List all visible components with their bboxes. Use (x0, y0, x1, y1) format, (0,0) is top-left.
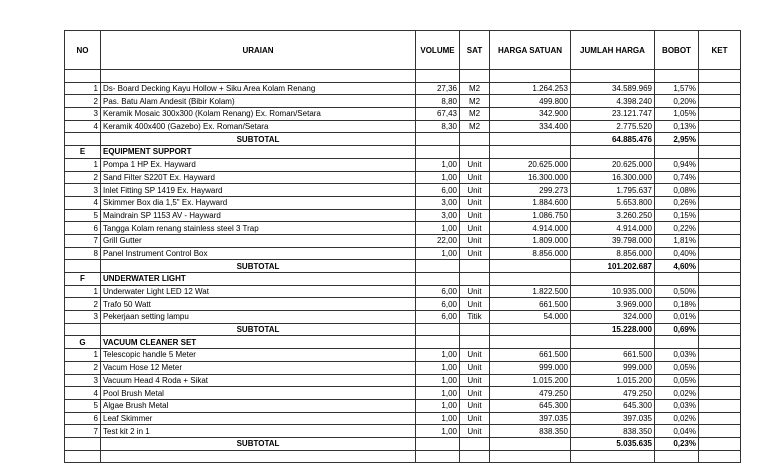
cell-sat: Unit (460, 222, 490, 235)
cell-desc: Vacum Hose 12 Meter (101, 361, 416, 374)
empty-cell (490, 273, 571, 286)
empty-cell (101, 450, 416, 463)
cell-desc: Leaf Skimmer (101, 412, 416, 425)
empty-cell (490, 260, 571, 273)
cell-jumlah: 5.653.800 (571, 196, 655, 209)
cell-bobot: 0,05% (655, 374, 699, 387)
cell-vol: 1,00 (416, 158, 460, 171)
cell-ket (699, 247, 741, 260)
subtotal-jumlah: 15.228.000 (571, 323, 655, 336)
empty-cell (699, 133, 741, 146)
cell-harga: 479.250 (490, 387, 571, 400)
cell-vol: 1,00 (416, 222, 460, 235)
cell-bobot: 0,08% (655, 184, 699, 197)
cell-harga: 397.035 (490, 412, 571, 425)
empty-cell (699, 273, 741, 286)
empty-cell (416, 260, 460, 273)
cell-vol: 1,00 (416, 387, 460, 400)
cell-no: 7 (65, 234, 101, 247)
cell-jumlah: 397.035 (571, 412, 655, 425)
cell-vol: 1,00 (416, 349, 460, 362)
cell-harga: 645.300 (490, 399, 571, 412)
cell-sat: Unit (460, 298, 490, 311)
cell-no: 7 (65, 425, 101, 438)
empty-cell (416, 273, 460, 286)
empty-cell (416, 146, 460, 159)
cell-vol: 6,00 (416, 285, 460, 298)
cell-harga: 499.800 (490, 95, 571, 108)
subtotal-jumlah: 5.035.635 (571, 437, 655, 450)
cell-no: 5 (65, 399, 101, 412)
cell-harga: 999.000 (490, 361, 571, 374)
empty-cell (460, 133, 490, 146)
empty-cell (65, 437, 101, 450)
empty-cell (416, 437, 460, 450)
empty-cell (655, 450, 699, 463)
empty-cell (490, 133, 571, 146)
section-header-row (65, 336, 741, 349)
cell-bobot: 0,22% (655, 222, 699, 235)
empty-cell (490, 146, 571, 159)
subtotal-jumlah: 101.202.687 (571, 260, 655, 273)
cell-sat: Unit (460, 158, 490, 171)
empty-cell (699, 323, 741, 336)
subtotal-bobot: 0,23% (655, 437, 699, 450)
table-row (65, 285, 741, 298)
subtotal-label: SUBTOTAL (101, 133, 416, 146)
cell-desc: Algae Brush Metal (101, 399, 416, 412)
cell-no: 1 (65, 158, 101, 171)
cell-bobot: 0,02% (655, 387, 699, 400)
table-row (65, 311, 741, 324)
cell-jumlah: 661.500 (571, 349, 655, 362)
cell-harga: 1.015.200 (490, 374, 571, 387)
subtotal-label: SUBTOTAL (101, 260, 416, 273)
cell-desc: Keramik Mosaic 300x300 (Kolam Renang) Ex. Roman/Setara (101, 108, 416, 121)
cell-no: 3 (65, 311, 101, 324)
empty-cell (460, 323, 490, 336)
cell-vol: 1,00 (416, 425, 460, 438)
cell-ket (699, 425, 741, 438)
cell-ket (699, 399, 741, 412)
subtotal-bobot: 2,95% (655, 133, 699, 146)
cell-jumlah: 39.798.000 (571, 234, 655, 247)
cell-no: 3 (65, 184, 101, 197)
cell-sat: Unit (460, 349, 490, 362)
cell-no: 2 (65, 298, 101, 311)
cell-bobot: 0,26% (655, 196, 699, 209)
subtotal-row (65, 437, 741, 450)
cell-sat: Unit (460, 196, 490, 209)
empty-cell (490, 336, 571, 349)
cell-bobot: 0,03% (655, 399, 699, 412)
subtotal-row (65, 260, 741, 273)
cell-sat: Unit (460, 184, 490, 197)
table-row (65, 234, 741, 247)
section-header-row (65, 146, 741, 159)
cell-bobot: 0,02% (655, 412, 699, 425)
cell-jumlah: 2.775.520 (571, 120, 655, 133)
empty-cell (416, 450, 460, 463)
empty-cell (699, 336, 741, 349)
cell-no: 4 (65, 196, 101, 209)
cell-desc: Inlet Fitting SP 1419 Ex. Hayward (101, 184, 416, 197)
cell-ket (699, 412, 741, 425)
cell-bobot: 1,81% (655, 234, 699, 247)
cell-ket (699, 171, 741, 184)
cell-no: 1 (65, 285, 101, 298)
cell-vol: 3,00 (416, 196, 460, 209)
cell-desc: Vacuum Head 4 Roda + Sikat (101, 374, 416, 387)
cell-sat: M2 (460, 108, 490, 121)
cell-no: 5 (65, 209, 101, 222)
cell-ket (699, 82, 741, 95)
cell-harga: 838.350 (490, 425, 571, 438)
cell-jumlah: 4.914.000 (571, 222, 655, 235)
cell-ket (699, 298, 741, 311)
empty-cell (460, 260, 490, 273)
cell-vol: 6,00 (416, 184, 460, 197)
cell-bobot: 1,57% (655, 82, 699, 95)
header-bobot: BOBOT (655, 31, 699, 70)
table-row (65, 222, 741, 235)
table-row (65, 184, 741, 197)
cell-desc: Underwater Light LED 12 Wat (101, 285, 416, 298)
cell-no: 4 (65, 120, 101, 133)
empty-cell (65, 323, 101, 336)
cell-jumlah: 34.589.969 (571, 82, 655, 95)
section-letter: G (65, 336, 101, 349)
cell-jumlah: 8.856.000 (571, 247, 655, 260)
table-row (65, 298, 741, 311)
cell-bobot: 0,13% (655, 120, 699, 133)
cell-desc: Skimmer Box dia 1,5" Ex. Hayward (101, 196, 416, 209)
cell-bobot: 0,50% (655, 285, 699, 298)
rab-table (64, 30, 741, 463)
cell-vol: 1,00 (416, 399, 460, 412)
cell-ket (699, 349, 741, 362)
table-row (65, 108, 741, 121)
table-row (65, 209, 741, 222)
cell-bobot: 1,05% (655, 108, 699, 121)
empty-cell (460, 146, 490, 159)
table-row (65, 374, 741, 387)
cell-vol: 67,43 (416, 108, 460, 121)
empty-cell (460, 437, 490, 450)
empty-cell (699, 437, 741, 450)
cell-vol: 8,30 (416, 120, 460, 133)
cell-bobot: 0,40% (655, 247, 699, 260)
cell-sat: M2 (460, 120, 490, 133)
section-letter: F (65, 273, 101, 286)
cell-harga: 1.884.600 (490, 196, 571, 209)
empty-cell (571, 450, 655, 463)
cell-ket (699, 196, 741, 209)
header-no: NO (65, 31, 101, 70)
cell-ket (699, 234, 741, 247)
empty-cell (65, 133, 101, 146)
cell-harga: 661.500 (490, 298, 571, 311)
cell-harga: 1.822.500 (490, 285, 571, 298)
table-body (65, 70, 741, 463)
header-uraian: URAIAN (101, 31, 416, 70)
empty-cell (65, 260, 101, 273)
cell-ket (699, 285, 741, 298)
empty-cell (416, 323, 460, 336)
cell-no: 6 (65, 412, 101, 425)
cell-desc: Tangga Kolam renang stainless steel 3 Trap (101, 222, 416, 235)
cell-bobot: 0,94% (655, 158, 699, 171)
cell-desc: Test kit 2 in 1 (101, 425, 416, 438)
subtotal-bobot: 4,60% (655, 260, 699, 273)
cell-ket (699, 120, 741, 133)
cell-jumlah: 999.000 (571, 361, 655, 374)
cell-jumlah: 3.260.250 (571, 209, 655, 222)
empty-cell (655, 273, 699, 286)
cell-harga: 1.086.750 (490, 209, 571, 222)
header-volume: VOLUME (416, 31, 460, 70)
cell-jumlah: 838.350 (571, 425, 655, 438)
cell-vol: 27,36 (416, 82, 460, 95)
empty-cell (571, 146, 655, 159)
subtotal-bobot: 0,69% (655, 323, 699, 336)
cell-no: 2 (65, 95, 101, 108)
empty-cell (699, 450, 741, 463)
cell-bobot: 0,74% (655, 171, 699, 184)
cell-sat: Titik (460, 311, 490, 324)
cell-vol: 6,00 (416, 311, 460, 324)
cell-sat: Unit (460, 412, 490, 425)
empty-cell (699, 260, 741, 273)
section-title: EQUIPMENT SUPPORT (101, 146, 416, 159)
section-title: UNDERWATER LIGHT (101, 273, 416, 286)
cell-ket (699, 209, 741, 222)
table-row (65, 361, 741, 374)
table-header-row (65, 31, 741, 70)
section-title: VACUUM CLEANER SET (101, 336, 416, 349)
empty-cell (571, 273, 655, 286)
cell-vol: 1,00 (416, 361, 460, 374)
cell-ket (699, 387, 741, 400)
empty-cell (490, 450, 571, 463)
cell-no: 6 (65, 222, 101, 235)
cell-harga: 4.914.000 (490, 222, 571, 235)
empty-cell (65, 450, 101, 463)
cell-sat: Unit (460, 209, 490, 222)
cell-no: 3 (65, 374, 101, 387)
cell-harga: 8.856.000 (490, 247, 571, 260)
cell-ket (699, 374, 741, 387)
cell-sat: M2 (460, 95, 490, 108)
table-row (65, 171, 741, 184)
cell-harga: 342.900 (490, 108, 571, 121)
cell-ket (699, 311, 741, 324)
cell-desc: Pas. Batu Alam Andesit (Bibir Kolam) (101, 95, 416, 108)
cell-no: 8 (65, 247, 101, 260)
cell-jumlah: 10.935.000 (571, 285, 655, 298)
spacer-row (65, 70, 741, 83)
table-row (65, 387, 741, 400)
cell-sat: Unit (460, 374, 490, 387)
cell-bobot: 0,01% (655, 311, 699, 324)
cell-no: 1 (65, 349, 101, 362)
cell-harga: 1.264.253 (490, 82, 571, 95)
cell-desc: Sand Filter S220T Ex. Hayward (101, 171, 416, 184)
cell-vol: 1,00 (416, 412, 460, 425)
subtotal-jumlah: 64.885.476 (571, 133, 655, 146)
section-header-row (65, 273, 741, 286)
cell-sat: Unit (460, 171, 490, 184)
cell-sat: Unit (460, 399, 490, 412)
table-row (65, 95, 741, 108)
empty-cell (416, 133, 460, 146)
cell-bobot: 0,03% (655, 349, 699, 362)
table-row (65, 120, 741, 133)
cell-vol: 1,00 (416, 171, 460, 184)
empty-cell (460, 273, 490, 286)
cell-desc: Grill Gutter (101, 234, 416, 247)
cell-vol: 6,00 (416, 298, 460, 311)
cell-desc: Maindrain SP 1153 AV - Hayward (101, 209, 416, 222)
cell-bobot: 0,04% (655, 425, 699, 438)
cell-harga: 334.400 (490, 120, 571, 133)
cell-jumlah: 479.250 (571, 387, 655, 400)
header-ket: KET (699, 31, 741, 70)
cell-jumlah: 1.015.200 (571, 374, 655, 387)
subtotal-label: SUBTOTAL (101, 437, 416, 450)
subtotal-label: SUBTOTAL (101, 323, 416, 336)
cell-desc: Pool Brush Metal (101, 387, 416, 400)
table-row (65, 196, 741, 209)
cell-jumlah: 23.121.747 (571, 108, 655, 121)
subtotal-row (65, 133, 741, 146)
cell-vol: 1,00 (416, 374, 460, 387)
table-row (65, 82, 741, 95)
cell-jumlah: 16.300.000 (571, 171, 655, 184)
cell-no: 2 (65, 171, 101, 184)
empty-cell (699, 146, 741, 159)
cell-bobot: 0,15% (655, 209, 699, 222)
empty-cell (655, 336, 699, 349)
cell-sat: Unit (460, 425, 490, 438)
cell-jumlah: 3.969.000 (571, 298, 655, 311)
header-jumlah-harga: JUMLAH HARGA (571, 31, 655, 70)
cell-vol: 1,00 (416, 247, 460, 260)
cell-harga: 1.809.000 (490, 234, 571, 247)
cell-sat: Unit (460, 285, 490, 298)
cell-ket (699, 222, 741, 235)
table-row (65, 247, 741, 260)
cell-sat: Unit (460, 247, 490, 260)
empty-cell (490, 437, 571, 450)
cell-vol: 3,00 (416, 209, 460, 222)
cell-sat: Unit (460, 234, 490, 247)
cell-vol: 22,00 (416, 234, 460, 247)
cell-harga: 54.000 (490, 311, 571, 324)
cell-desc: Ds- Board Decking Kayu Hollow + Siku Area Kolam Renang (101, 82, 416, 95)
cell-desc: Keramik 400x400 (Gazebo) Ex. Roman/Setara (101, 120, 416, 133)
empty-cell (571, 336, 655, 349)
table-row (65, 399, 741, 412)
subtotal-row (65, 323, 741, 336)
cell-desc: Panel Instrument Control Box (101, 247, 416, 260)
empty-cell (655, 146, 699, 159)
cell-jumlah: 324.000 (571, 311, 655, 324)
section-letter: E (65, 146, 101, 159)
cell-sat: M2 (460, 82, 490, 95)
cell-sat: Unit (460, 387, 490, 400)
cell-bobot: 0,18% (655, 298, 699, 311)
cell-jumlah: 1.795.637 (571, 184, 655, 197)
cell-harga: 16.300.000 (490, 171, 571, 184)
cell-sat: Unit (460, 361, 490, 374)
cell-desc: Trafo 50 Watt (101, 298, 416, 311)
cell-harga: 661.500 (490, 349, 571, 362)
cell-bobot: 0,20% (655, 95, 699, 108)
cell-jumlah: 20.625.000 (571, 158, 655, 171)
table-row (65, 349, 741, 362)
cell-desc: Pompa 1 HP Ex. Hayward (101, 158, 416, 171)
next-row-partial (65, 450, 741, 463)
cell-jumlah: 645.300 (571, 399, 655, 412)
cell-no: 1 (65, 82, 101, 95)
cell-no: 4 (65, 387, 101, 400)
cell-ket (699, 108, 741, 121)
cell-ket (699, 361, 741, 374)
cell-harga: 20.625.000 (490, 158, 571, 171)
cell-desc: Telescopic handle 5 Meter (101, 349, 416, 362)
table-row (65, 158, 741, 171)
empty-cell (460, 336, 490, 349)
cell-no: 3 (65, 108, 101, 121)
empty-cell (416, 336, 460, 349)
cell-harga: 299.273 (490, 184, 571, 197)
header-sat: SAT (460, 31, 490, 70)
cell-desc: Pekerjaan setting lampu (101, 311, 416, 324)
cell-no: 2 (65, 361, 101, 374)
cell-vol: 8,80 (416, 95, 460, 108)
cell-ket (699, 158, 741, 171)
cell-ket (699, 95, 741, 108)
empty-cell (460, 450, 490, 463)
cell-ket (699, 184, 741, 197)
empty-cell (490, 323, 571, 336)
table-row (65, 425, 741, 438)
cell-jumlah: 4.398.240 (571, 95, 655, 108)
table-row (65, 412, 741, 425)
cell-bobot: 0,05% (655, 361, 699, 374)
header-harga-satuan: HARGA SATUAN (490, 31, 571, 70)
